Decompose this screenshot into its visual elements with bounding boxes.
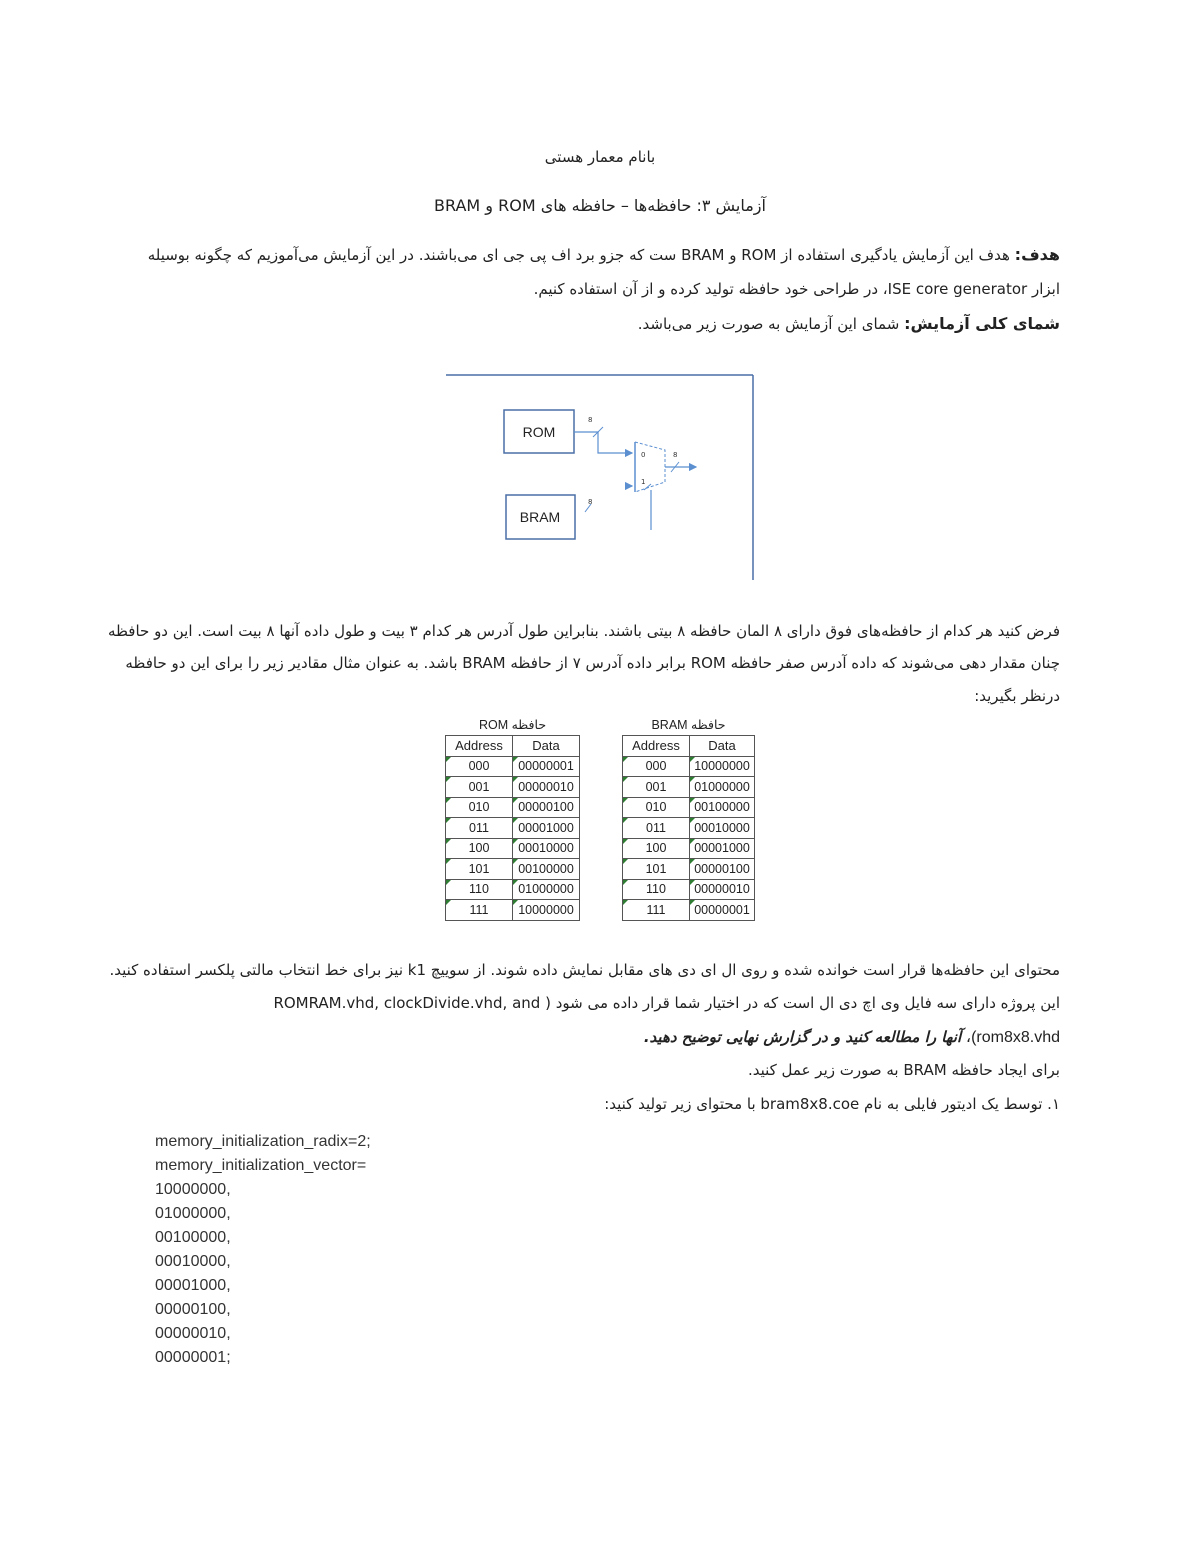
- schema-text: شمای این آزمایش به صورت زیر می‌باشد.: [637, 315, 900, 333]
- bram-cell-address: 111: [623, 900, 690, 921]
- step-1: ۱. توسط یک ادیتور فایلی به نام bram8x8.coe با محتوای زیر تولید کنید:: [604, 1095, 1060, 1113]
- bram-cell-address: 011: [623, 818, 690, 839]
- table-row: [623, 818, 755, 839]
- author-line: بانام معمار هستی: [544, 148, 656, 166]
- rom-cell-data: 00000100: [513, 797, 580, 818]
- code-line: 00001000,: [155, 1277, 231, 1294]
- rom-cell-data: 00010000: [513, 838, 580, 859]
- para1-line-2: چنان مقدار دهی می‌شوند که داده آدرس صفر حافظه ROM برابر داده آدرس ۷ از حافظه BRAM باشد. به عنوان مثال مقادیر زیر را برای این دو حافظه: [125, 654, 1060, 672]
- bram-bus-width: 8: [588, 498, 593, 506]
- table-row: [446, 756, 580, 777]
- table-row: [623, 838, 755, 859]
- rom-cell-address: 010: [446, 797, 513, 818]
- table-row: [446, 818, 580, 839]
- study-instruction: آنها را مطالعه کنید و در گزارش نهایی توضیح دهید.: [643, 1028, 962, 1046]
- bram-cell-address: 001: [623, 777, 690, 798]
- table-row: [623, 756, 755, 777]
- bram-cell-data: 00001000: [690, 838, 755, 859]
- code-line: 00000100,: [155, 1301, 231, 1318]
- para2-line-3: [644, 1027, 1060, 1047]
- rom-cell-address: 101: [446, 859, 513, 880]
- bram-header-data: Data: [690, 736, 755, 757]
- bram-cell-address: 010: [623, 797, 690, 818]
- bram-cell-data: 00000100: [690, 859, 755, 880]
- table-row: [446, 838, 580, 859]
- table-row: [446, 900, 580, 921]
- mux-in1-label: 1: [641, 478, 646, 486]
- rom-table-caption: حافظه ROM: [446, 713, 580, 736]
- table-row: [623, 879, 755, 900]
- rom-bus-width: 8: [588, 416, 593, 424]
- table-row: [446, 859, 580, 880]
- out-bus-width: 8: [673, 451, 678, 459]
- rom-cell-data: 10000000: [513, 900, 580, 921]
- rom-cell-data: 00100000: [513, 859, 580, 880]
- goal-line-2: ابزار ISE core generator، در طراحی خود حافظه تولید کرده و از آن استفاده کنیم.: [533, 280, 1060, 298]
- bram-table-caption: حافظه BRAM: [623, 713, 755, 736]
- rom-cell-data: 00000001: [513, 756, 580, 777]
- goal-line-1: [148, 245, 1060, 264]
- code-line: 00000001;: [155, 1349, 231, 1366]
- bram-cell-data: 00100000: [690, 797, 755, 818]
- schematic-diagram: [440, 370, 760, 585]
- rom-cell-address: 001: [446, 777, 513, 798]
- schema-label: شمای کلی آزمایش:: [904, 314, 1060, 333]
- vhd-filename: rom8x8.vhd)،: [965, 1029, 1060, 1046]
- rom-cell-address: 111: [446, 900, 513, 921]
- goal-label: هدف:: [1014, 245, 1060, 264]
- schema-line: [638, 314, 1060, 333]
- para1-line-3: درنظر بگیرید:: [974, 687, 1060, 705]
- mux-in0-label: 0: [641, 451, 646, 459]
- bram-cell-data: 00000010: [690, 879, 755, 900]
- bram-cell-address: 110: [623, 879, 690, 900]
- rom-cell-address: 000: [446, 756, 513, 777]
- para3: برای ایجاد حافظه BRAM به صورت زیر عمل کنید.: [747, 1061, 1060, 1079]
- para2-line-2: این پروژه دارای سه فایل وی اچ دی ال است که در اختیار شما قرار داده می شود ( ROMRAM.vhd, clockDivide.vhd, and: [273, 994, 1060, 1012]
- coe-code-block: [155, 1130, 371, 1370]
- rom-cell-data: 01000000: [513, 879, 580, 900]
- table-row: [623, 797, 755, 818]
- goal-text-1: هدف این آزمایش یادگیری استفاده از ROM و BRAM ست که جزو برد اف پی جی ای می‌باشند. در این آزمایش می‌آموزیم که چگونه بوسیله: [147, 246, 1010, 264]
- code-line: 01000000,: [155, 1205, 231, 1222]
- rom-label: ROM: [522, 424, 556, 440]
- table-row: [446, 879, 580, 900]
- bram-cell-data: 01000000: [690, 777, 755, 798]
- bram-cell-data: 00000001: [690, 900, 755, 921]
- table-row: [623, 859, 755, 880]
- bram-label: BRAM: [519, 509, 561, 525]
- rom-cell-address: 011: [446, 818, 513, 839]
- bram-cell-address: 101: [623, 859, 690, 880]
- rom-cell-data: 00000010: [513, 777, 580, 798]
- para2-line-1: محتوای این حافظه‌ها قرار است خوانده شده و روی ال ای دی های مقابل نمایش داده شوند. از سوییچ k1 نیز برای خط انتخاب مالتی پلکسر استفاده کنید.: [109, 961, 1060, 979]
- para1-line-1: فرض کنید هر کدام از حافظه‌های فوق دارای ۸ المان حافظه ۸ بیتی باشند. بنابراین طول آدرس هر کدام ۳ بیت و طول داده آنها ۸ بیت است. این دو حافظه: [107, 622, 1060, 640]
- bram-cell-data: 00010000: [690, 818, 755, 839]
- rom-cell-address: 110: [446, 879, 513, 900]
- rom-header-address: Address: [446, 736, 513, 757]
- rom-cell-address: 100: [446, 838, 513, 859]
- code-line: 00010000,: [155, 1253, 231, 1270]
- bram-cell-address: 100: [623, 838, 690, 859]
- table-row: [446, 797, 580, 818]
- bram-cell-address: 000: [623, 756, 690, 777]
- bram-header-address: Address: [623, 736, 690, 757]
- bram-cell-data: 10000000: [690, 756, 755, 777]
- code-line: memory_initialization_vector=: [155, 1157, 367, 1174]
- rom-wire: [574, 432, 632, 453]
- rom-table: [445, 713, 580, 921]
- rom-header-data: Data: [513, 736, 580, 757]
- table-row: [623, 900, 755, 921]
- page-title: آزمایش ۳: حافظه‌ها – حافظه های ROM و BRAM: [434, 196, 766, 215]
- rom-cell-data: 00001000: [513, 818, 580, 839]
- code-line: 00000010,: [155, 1325, 231, 1342]
- code-line: memory_initialization_radix=2;: [155, 1133, 371, 1150]
- bram-table: [622, 713, 755, 921]
- code-line: 10000000,: [155, 1181, 231, 1198]
- table-row: [446, 777, 580, 798]
- table-row: [623, 777, 755, 798]
- code-line: 00100000,: [155, 1229, 231, 1246]
